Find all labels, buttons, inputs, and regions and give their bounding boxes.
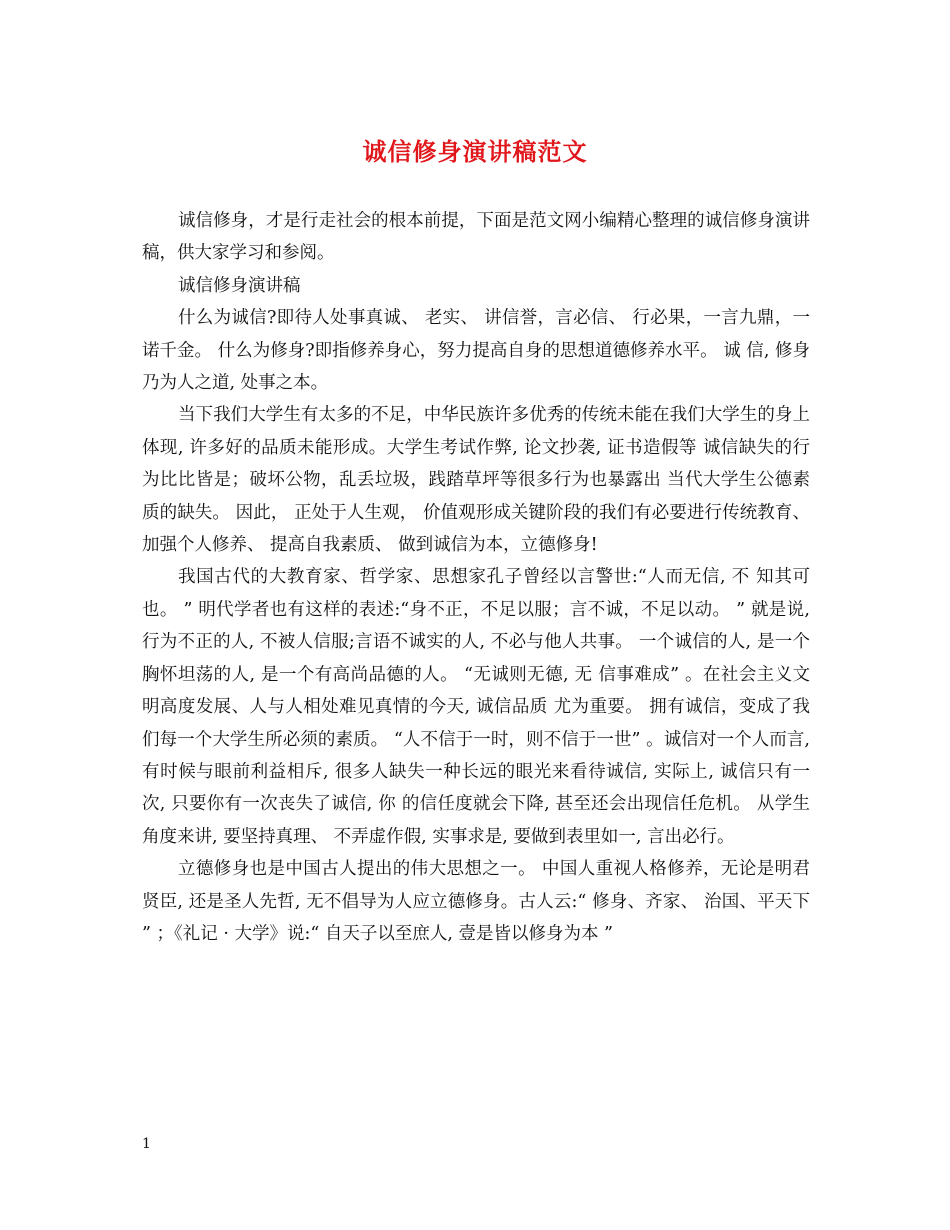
body-paragraph-definition: 什么为诚信?即待人处事真诚、 老实、 讲信誉，言必信、 行必果，一言九鼎，一诺千金。 什么为修身?即指修养身心，努力提高自身的思想道德修养水平。 诚 信, 修身乃为人之道, 处事之本。 [142, 308, 810, 394]
document-body [142, 205, 810, 950]
document-title: 诚信修身演讲稿范文 [362, 137, 588, 166]
intro-paragraph: 诚信修身，才是行走社会的根本前提，下面是范文网小编精心整理的诚信修身演讲稿，供大家学习和参阅。 [142, 211, 810, 264]
body-paragraph-morality: 立德修身也是中国古人提出的伟大思想之一。 中国人重视人格修养，无论是明君贤臣, 还是圣人先哲, 无不倡导为人应立德修身。古人云:“ 修身、齐家、 治国、平天下 ” ；《礼记 · 大学》说:“ 自天子以至庶人, 壹是皆以修身为本 ” [142, 859, 810, 944]
body-paragraph-confucius: 我国古代的大教育家、哲学家、思想家孔子曾经以言警世:“人而无信, 不 知其可也。 ” 明代学者也有这样的表述:“身不正，不足以服；言不诚，不足以动。 ” 就是说, 行为不正的人, 不被人信服;言语不诚实的人, 不必与他人共事。 一个诚信的人, 是一个胸怀坦荡的人, 是一个有高尚品德的人。 “无诚则无德, 无 信事难成” 。在社会主义文明高度发展、人与人相处难见真情的今天, 诚信品质 尤为重要。 拥有诚信，变成了我们每一个大学生所必须的素质。 “人不信于一时，则不信于一世” 。诚信对一个人而言, 有时候与眼前利益相斥, 很多人缺失一种长远的眼光来看待诚信, 实际上, 诚信只有一次, 只要你有一次丧失了诚信, 你 的信任度就会下降, 甚至还会出现信任危机。 从学生角度来讲, 要坚持真理、 不弄虚作假, 实事求是, 要做到表里如一, 言出必行。 [142, 567, 810, 847]
body-paragraph-students: 当下我们大学生有太多的不足，中华民族许多优秀的传统未能在我们大学生的身上体现, 许多好的品质未能形成。大学生考试作弊, 论文抄袭, 证书造假等 诚信缺失的行为比比皆是；破坏公物，乱丢垃圾，践踏草坪等很多行为也暴露出 当代大学生公德素质的缺失。 因此， 正处于人生观， 价值观形成关键阶段的我们有必要进行传统教育、 加强个人修养、 提高自我素质、 做到诚信为本，立德修身! [142, 405, 810, 556]
page-number: 1 [142, 1136, 151, 1152]
section-heading: 诚信修身演讲稿 [178, 275, 301, 296]
